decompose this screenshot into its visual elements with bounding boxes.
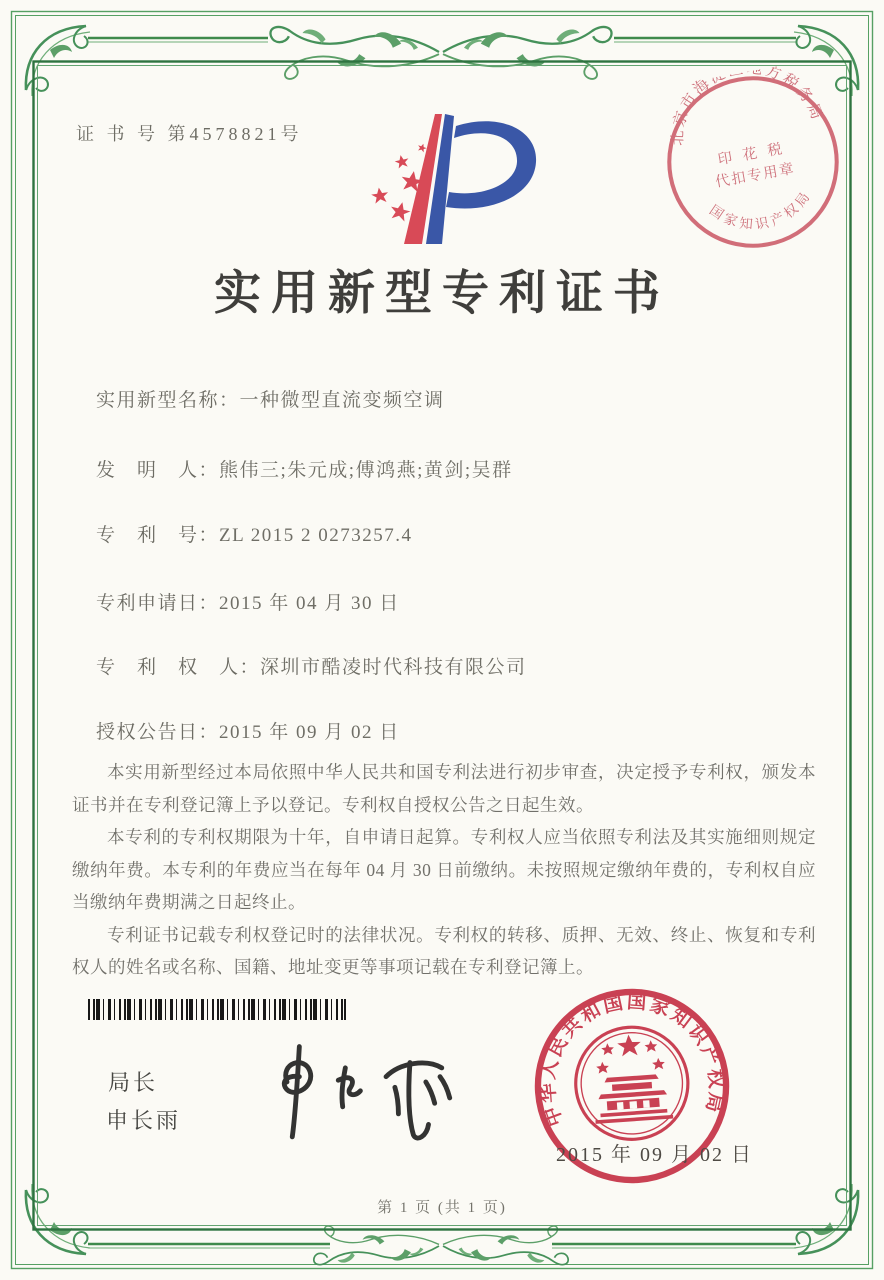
- field-value: ZL 2015 2 0273257.4: [219, 525, 413, 546]
- field-label: 专利申请日：: [96, 593, 220, 614]
- tax-seal-center-line2: 代扣专用章: [714, 160, 797, 191]
- seal-date: 2015 年 09 月 02 日: [556, 1144, 753, 1166]
- certificate-barcode: [88, 999, 346, 1020]
- tax-seal-ring-top: 北京市海淀区地方税务局: [669, 59, 827, 147]
- field-label: 实用新型名称：: [96, 390, 240, 411]
- shen-changyu-signature: [252, 1036, 467, 1151]
- cnipa-seal-ring-text: 中华人民共和国国家知识产权局: [537, 991, 727, 1129]
- legal-text-block: [72, 756, 816, 984]
- field-application-date: [96, 588, 400, 615]
- certificate-title: 实用新型专利证书: [214, 268, 670, 320]
- field-inventors: [96, 455, 513, 482]
- field-value: 2015 年 09 月 02 日: [219, 722, 400, 743]
- tax-seal: [649, 58, 858, 267]
- tax-seal-center-line1: 印 花 税: [716, 140, 787, 169]
- certificate-number: 证 书 号 第4578821号: [76, 124, 303, 144]
- field-grant-date: [96, 717, 400, 744]
- field-label: 授权公告日：: [96, 722, 220, 743]
- director-name: 申长雨: [106, 1108, 182, 1133]
- legal-paragraph-3: 专利证书记载专利权登记时的法律状况。专利权的转移、质押、无效、终止、恢复和专利权人的姓名或名称、国籍、地址变更等事项记载在专利登记簿上。: [72, 924, 816, 977]
- field-value: 深圳市酷凌时代科技有限公司: [260, 657, 527, 678]
- director-title: 局长: [108, 1070, 159, 1095]
- tax-seal-ring-bottom: 国家知识产权局: [706, 186, 815, 233]
- page-number: 第 1 页 (共 1 页): [377, 1200, 507, 1216]
- legal-paragraph-2: 本专利的专利权期限为十年，自申请日起算。专利权人应当依照专利法及其实施细则规定缴纳年费。本专利的年费应当在每年 04 月 30 日前缴纳。未按照规定缴纳年费的，专利权自应当缴纳年费期满之日起终止。: [72, 827, 816, 912]
- field-utility-model-name: [96, 385, 445, 412]
- field-value: 熊伟三;朱元成;傅鸿燕;黄剑;吴群: [219, 460, 513, 481]
- national-emblem: [572, 1023, 692, 1143]
- field-value: 一种微型直流变频空调: [239, 390, 445, 411]
- field-label: 专 利 号：: [96, 525, 220, 546]
- field-label: 发 明 人：: [96, 460, 220, 481]
- field-value: 2015 年 04 月 30 日: [219, 593, 400, 614]
- field-label: 专 利 权 人：: [96, 657, 261, 678]
- legal-paragraph-1: 本实用新型经过本局依照中华人民共和国专利法进行初步审查，决定授予专利权，颁发本证书并在专利登记簿上予以登记。专利权自授权公告之日起生效。: [72, 762, 816, 815]
- field-patent-number: [96, 520, 413, 547]
- field-patentee: [96, 652, 527, 679]
- cnipa-ip-logo: [338, 110, 553, 250]
